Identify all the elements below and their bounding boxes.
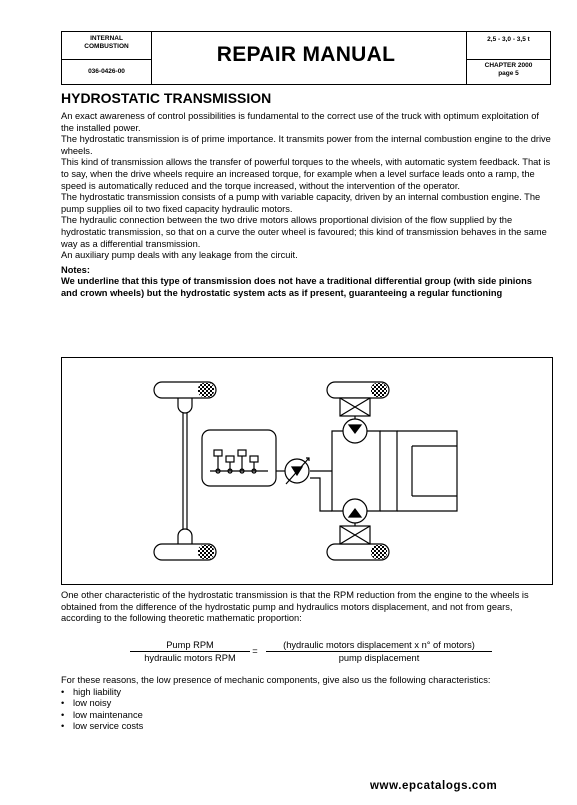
front-bottom-wheel bbox=[327, 544, 389, 560]
characteristics-list bbox=[61, 687, 551, 733]
formula-left-numerator: Pump RPM bbox=[130, 640, 250, 652]
formula-equals: = bbox=[252, 646, 258, 656]
paragraph: An auxiliary pump deals with any leakage from the circuit. bbox=[61, 250, 298, 261]
characteristics-section bbox=[61, 675, 551, 733]
footer-url: www.epcatalogs.com bbox=[370, 780, 498, 792]
page-title: REPAIR MANUAL bbox=[216, 43, 396, 66]
characteristics-intro: For these reasons, the low presence of mechanic components, give also us the following characteristics: bbox=[61, 675, 491, 685]
paragraph: This kind of transmission allows the transfer of powerful torques to the wheels, with automatic system feedback. That is to say, when the drive wheels require an increased torque, for example when a level surface leads onto a ramp, the speed is automatically reduced and the torque increased, without the intervention of the operator. bbox=[61, 157, 551, 191]
intro-text bbox=[61, 111, 551, 300]
paragraph: The hydrostatic transmission consists of a pump with variable capacity, driven by an internal combustion engine. The pump supplies oil to two fixed capacity hydraulic motors. bbox=[61, 192, 541, 214]
list-item: • low noisy bbox=[61, 698, 551, 710]
paragraph: The hydraulic connection between the two drive motors allows proportional division of the flow supplied by the hydrostatic transmission, so that on a curve the outer wheel is favoured; this kind of transmission behaves in the same way as a differential transmission. bbox=[61, 215, 547, 249]
header-doc-code: 036-0426-00 bbox=[88, 68, 125, 75]
formula-right-numerator: (hydraulic motors displacement x n° of motors) bbox=[266, 640, 492, 652]
list-item: • low maintenance bbox=[61, 710, 551, 722]
transmission-schematic bbox=[62, 358, 552, 584]
formula-left-denominator: hydraulic motors RPM bbox=[144, 653, 236, 663]
rear-left-wheel-lower bbox=[154, 544, 216, 560]
document-header bbox=[61, 31, 551, 85]
transmission-diagram bbox=[61, 357, 553, 585]
rpm-text: One other characteristic of the hydrostatic transmission is that the RPM reduction from the engine to the wheels is obtained from the difference of the hydrostatic pump and hydraulics motors displacement, and not from gears, according to the following theoretic mathematic proportion: bbox=[61, 590, 529, 624]
list-item: • low service costs bbox=[61, 721, 551, 733]
rear-left-wheel bbox=[154, 382, 216, 398]
notes-text: We underline that this type of transmission does not have a traditional differential group (with side pinions and crown wheels) but the hydrostatic system acts as if present, guaranteeing a regular functioning bbox=[61, 276, 532, 298]
paragraph: The hydrostatic transmission is of prime importance. It transmits power from the internal combustion engine to the drive wheels. bbox=[61, 134, 551, 156]
header-chapter: CHAPTER 2000 page 5 bbox=[484, 62, 533, 77]
section-title: HYDROSTATIC TRANSMISSION bbox=[61, 90, 272, 106]
list-item: • high liability bbox=[61, 687, 551, 699]
paragraph: An exact awareness of control possibilities is fundamental to the correct use of the truck with optimum exploitation of the installed power. bbox=[61, 111, 539, 133]
front-top-wheel bbox=[327, 382, 389, 398]
header-capacity: 2,5 - 3,0 - 3,5 t bbox=[487, 36, 530, 43]
notes-title: Notes: bbox=[61, 264, 90, 275]
header-department: INTERNAL COMBUSTION bbox=[84, 35, 129, 50]
formula-right bbox=[266, 640, 492, 663]
formula-left bbox=[130, 640, 250, 663]
formula-right-denominator: pump displacement bbox=[338, 653, 420, 663]
